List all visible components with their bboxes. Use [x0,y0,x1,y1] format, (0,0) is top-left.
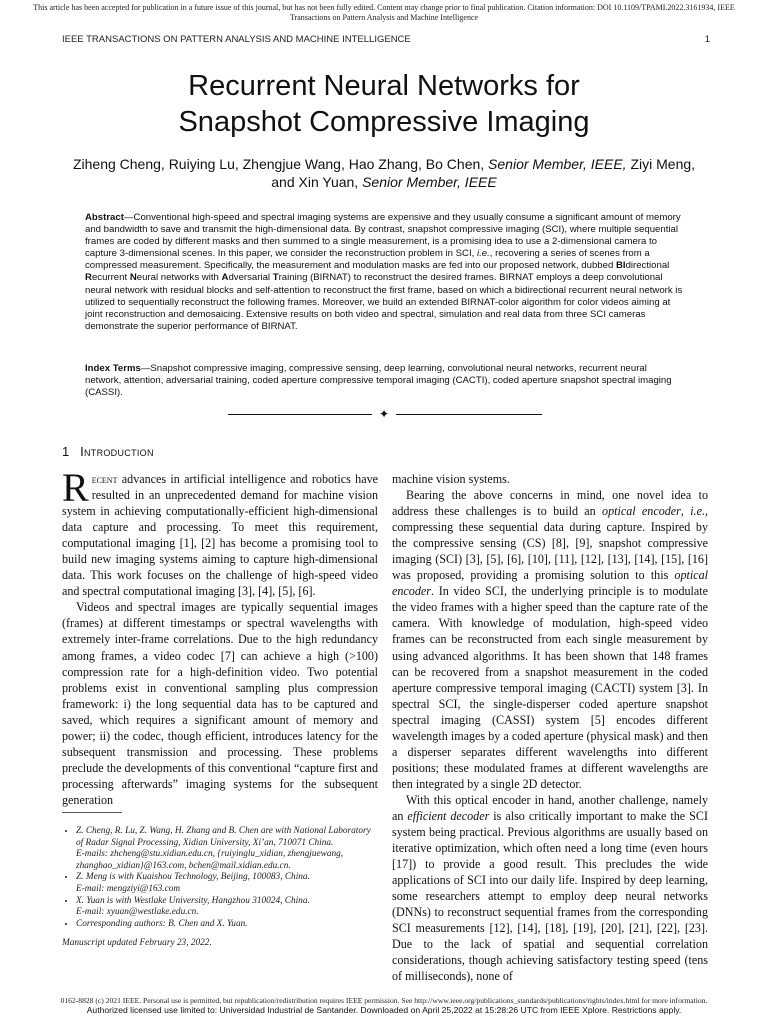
authors-names-2: Ziyi Meng, [626,156,696,172]
running-header [62,34,710,45]
footnotes [62,826,378,950]
authors-names-1: Ziheng Cheng, Ruiying Lu, Zhengjue Wang, Hao Zhang, Bo Chen, [72,156,489,172]
text-run: With this optical encoder in hand, another challenge, namely an [392,792,708,823]
right-paragraph-0: machine vision systems. [392,472,510,486]
acronym-letter: BI [615,260,626,272]
text-run: . In video SCI, the underlying principle is to modulate the video frames with a higher speed than the capture rate of the camera. With knowledge of modulation, high-speed video frames can be reconstructed from each single measurement by using advanced algorithms. It has been shown that 148 frames can be recovered from a snapshot measurement in the coded aperture compressive temporal imaging (CACTI) system [3]. In spectral SCI, the single-disperser coded aperture snapshot spectral imaging (CASSI) system [5] encodes different wavelength images by a coded aperture (physical mask) and then a disperser separates different wavelengths into different positions; these modulated frames at different wavelengths are then integrated by a single 2D detector. [392,584,708,791]
left-column [62,465,378,808]
acronym-letter: R [85,272,92,284]
publication-notice [0,3,768,23]
abstract-text-6: dversarial [228,272,273,284]
authors-membership-2: Senior Member, IEEE [362,174,497,190]
abstract-text-5: eural networks with [136,272,222,284]
footnote-email: E-mails: zhcheng@stu.xidian.edu.cn, {ruiyinglu_xidian, zhengjuewang, zhanghao_xidian}@163.com, bchen@mail.xidian.edu.cn. [76,849,344,871]
authors-names-3: and Xin Yuan, [271,174,363,190]
journal-name: IEEE TRANSACTIONS ON PATTERN ANALYSIS AND MACHINE INTELLIGENCE [62,34,411,45]
abstract [85,212,683,333]
acronym-letter: A [221,272,229,284]
right-paragraph-2 [392,792,708,985]
emphasis: efficient decoder [407,808,490,823]
footnote-text: Z. Cheng, R. Lu, Z. Wang, H. Zhang and B. Chen are with National Laboratory of Radar Signal Processing, Xidian University, Xi’an, 710071 China. [76,826,371,848]
license-line: Authorized licensed use limited to: Universidad Industrial de Santander. Downloaded on April 25,2022 at 15:28:26 UTC from IEEE Xplore. Restrictions apply. [86,1005,682,1015]
authors-line-2 [70,173,698,191]
abstract-ie: i.e. [476,248,490,260]
divider-ornament-icon: ✦ [372,406,396,422]
copyright-line: 0162-8828 (c) 2021 IEEE. Personal use is permitted, but republication/redistribution requires IEEE permission. See http://www.ieee.org/publications_standards/publications/rights/index.html for more information. [60,996,708,1005]
intro-paragraph-1 [62,465,378,599]
abstract-text-4: ecurrent [91,272,130,284]
notice-line-2: Transactions on Pattern Analysis and Machine Intelligence [289,13,479,22]
index-terms-text: —Snapshot compressive imaging, compressive sensing, deep learning, convolutional neural networks, recurrent neural network, attention, adversarial training, coded aperture compressive temporal imaging (CACTI), coded aperture snapshot spectral imaging (CASSI). [85,363,672,399]
authors-membership-1: Senior Member, IEEE, [488,156,627,172]
right-paragraph-1 [392,487,708,792]
manuscript-date: Manuscript updated February 23, 2022. [62,938,212,949]
page-number: 1 [704,34,710,45]
abstract-text-3: directional [625,260,670,272]
abstract-label: Abstract [85,212,124,223]
acronym-letter: T [272,272,279,284]
footnote-affiliation [76,826,378,872]
intro-first-word: ecent [91,472,118,486]
section-heading [62,444,154,459]
title-line-1: Recurrent Neural Networks for [188,70,580,102]
abstract-text-2: , recovering a series of scenes from a compressed measurement. Specifically, the measurement and modulation masks are fed into our proposed network, dubbed [85,248,650,272]
emphasis: optical encoder [602,504,681,519]
footnote-text: X. Yuan is with Westlake University, Hangzhou 310024, China. [76,895,310,906]
index-terms-label: Index Terms [85,363,141,374]
index-terms [85,363,683,399]
intro-text-1: advances in artificial intelligence and robotics have resulted in an unprecedented demand for machine vision system in achieving computationally-efficient high-dimensional data capture and processing. To meet this requirement, computational imaging [1], [2] has become a promising tool to build new imaging systems aiming to capture high-dimensional data. This work focuses on the challenge of high-speed video and spectral computational imaging [3], [4], [5], [6]. [62,472,378,599]
footnote-affiliation [76,872,378,895]
footnote-text: Z. Meng is with Kuaishou Technology, Beijing, 100083, China. [76,872,310,883]
intro-paragraph-2: Videos and spectral images are typically sequential images (frames) at different timestamps or spectral wavelengths with extremely inter-frame correlations. Due to the high redundancy among frames, a video codec [7] can achieve a high (>100) compression rate for a high-definition video. Two potential problems exist in conventional sampling plus compression framework: i) the long sequential data has to be captured and saved, which requires a significant amount of memory and power; ii) the codec, though efficient, introduces latency for the subsequent transmission and processing. These problems preclude the developments of this conventional “capture first and processing afterwards” imaging systems for the subsequent generation [62,600,378,807]
authors-line-1 [70,155,698,173]
notice-line-1: This article has been accepted for publication in a future issue of this journal, but has not been fully edited. Content may change prior to final publication. Citation information: DOI 10.1109/TPAMI.2022.3161934, IEEE [33,3,735,12]
text-run: , compressing these sequential data during capture. Inspired by the compressive sensing (CS) [8], [9], snapshot compressive imaging (SCI) [3], [5], [6], [10], [11], [12], [13], [14], [15], [16] was proposed, providing a promising solution to this [392,504,708,583]
text-run: is also critically important to make the SCI system being practical. Previous algorithms are usually based on iterative optimization, which often need a long time (even hours [17]) to provide a good result. This precludes the wide applications of SCI into our daily life. Inspired by deep learning, some researchers attempt to employ deep neural networks (DNNs) to reconstruct sequential frames from the corresponding SCI measurements [12], [14], [18], [19], [20], [21], [22], [23]. Due to the lack of spatial and sequential correlation considerations, though achieving satisfactory testing speed (tens of milliseconds), none of [392,808,708,984]
right-column [392,471,708,985]
abstract-text-1: —Conventional high-speed and spectral imaging systems are expensive and they usually consume a significant amount of memory and bandwidth to save and transmit the high-dimensional data. By contrast, snapshot compressive imaging (SCI), where multiple sequential frames are coded by different masks and then summed to a single measurement, is a promising idea to use a 2-dimensional camera to capture 3-dimensional scenes. In this paper, we consider the reconstruction problem in SCI, [85,212,681,260]
drop-cap: R [62,465,89,510]
emphasis: optical encoder [392,568,708,599]
section-title: Introduction [80,444,154,459]
footnote-affiliation [76,896,378,919]
paper-title [0,68,768,140]
footnote-email: E-mail: xyuan@westlake.edu.cn. [76,907,199,918]
footnote-rule [62,812,122,813]
footnote-email: E-mail: mengziyi@163.com [76,883,181,894]
title-line-2: Snapshot Compressive Imaging [178,106,590,138]
abstract-text-7: raining (BIRNAT) to reconstruct the desired frames. BIRNAT employs a deep convolutional neural network with residual blocks and self-attention to reconstruct the first frame, based on which a bidirectional recurrent neural network is utilized to sequentially reconstruct the following frames. Moreover, we build an extended BIRNAT-color algorithm for color videos aiming at joint reconstruction and demosaicing. Extensive results on both video and spectral, simulation and real data from three SCI cameras demonstrate the superior performance of BIRNAT. [85,272,683,332]
section-number: 1 [62,444,70,459]
author-list [70,155,698,191]
emphasis: i.e. [690,504,705,519]
text-run: Bearing the above concerns in mind, one novel idea to address these challenges is to build an [392,488,708,519]
acronym-letter: N [129,272,137,284]
footnote-corresponding: • Corresponding authors: B. Chen and X. Yuan. [76,919,378,931]
text-run: , [680,504,691,519]
